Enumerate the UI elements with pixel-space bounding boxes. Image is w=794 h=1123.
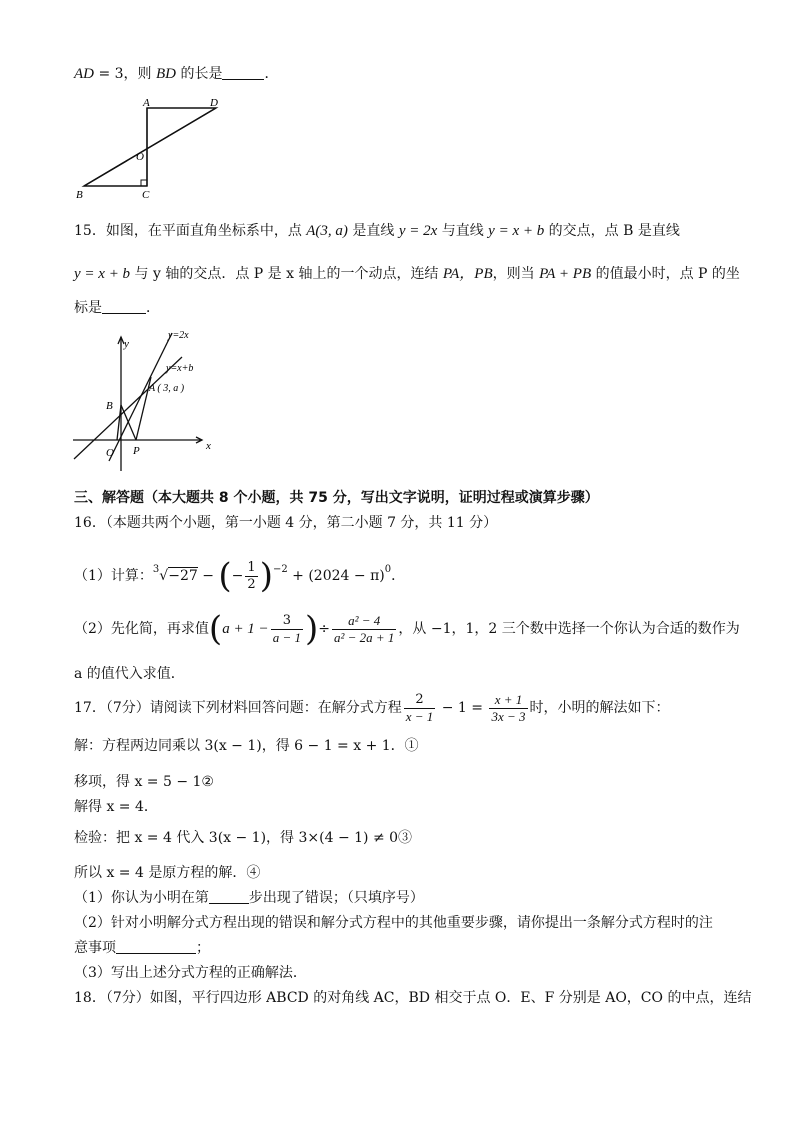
segments-pa-pb: PA，PB	[442, 266, 493, 282]
q17-frac2-den: 3x − 3	[491, 708, 526, 724]
q15-line-1	[74, 221, 680, 241]
fraction-a2-4	[332, 613, 396, 646]
q14-mid: ，则	[123, 66, 156, 82]
label-b: B	[76, 189, 83, 201]
close-paren: )	[259, 556, 273, 596]
label-origin: O	[106, 447, 114, 459]
answer-blank-15[interactable]	[102, 299, 146, 314]
coordinate-figure	[70, 325, 220, 475]
fraction-3-over-a-1	[271, 613, 303, 646]
label-point-b: B	[106, 400, 113, 412]
fraction-x1-over-3x-3	[489, 692, 527, 725]
frac1-den: a − 1	[272, 629, 301, 645]
q17-step-2: 移项，得 x = 5 − 1②	[74, 774, 214, 790]
q17-step-4: 检验：把 x = 4 代入 3(x − 1)，得 3×(4 − 1) ≠ 0③	[74, 830, 413, 846]
q17-mid: − 1 =	[437, 700, 488, 716]
y-axis-label: y	[124, 338, 129, 350]
sum-pa-pb: PA + PB	[539, 266, 592, 282]
open-paren-2: (	[208, 609, 223, 649]
q16-part1	[74, 552, 405, 594]
frac1-num: 3	[271, 613, 303, 630]
q17-question-3: （3）写出上述分式方程的正确解法．	[74, 965, 307, 981]
q17-step-1: 解：方程两边同乘以 3(x − 1)，得 6 − 1 = x + 1．①	[74, 738, 419, 754]
open-paren: (	[218, 556, 232, 596]
q17-head	[74, 690, 670, 726]
label-line-y-2x: y=2x	[168, 330, 189, 341]
frac-num: 1	[247, 559, 256, 575]
right-angle-mark	[141, 180, 147, 186]
expr-a-plus-1: a + 1 −	[222, 621, 269, 637]
q17-tail: 时，小明的解法如下：	[529, 700, 670, 716]
q17-step-3: 解得 x = 4．	[74, 799, 158, 815]
q16-part2	[74, 611, 740, 647]
fraction-one-half	[245, 560, 257, 593]
line-y-2x: y = 2x	[398, 223, 438, 239]
q15-l2-b: 与 y 轴的交点．点 P 是 x 轴上的一个动点，连结	[130, 266, 443, 282]
term-2024-pi: (2024 − π)	[308, 568, 385, 584]
segment-bd: BD	[156, 66, 176, 82]
line-y-x-b-2: y = x + b	[74, 266, 131, 282]
q17-frac1-den: x − 1	[405, 708, 434, 724]
q17-frac1-num: 2	[404, 692, 436, 709]
q15-l3: 标是	[74, 300, 102, 316]
point-a: A(3, a)	[306, 223, 348, 239]
label-a: A	[143, 97, 150, 109]
q17-q2b-text: 意事项	[74, 940, 116, 956]
q15-l3-end: ．	[146, 300, 160, 316]
exponent-neg2: −2	[272, 564, 288, 575]
q17-frac2-num: x + 1	[489, 692, 527, 709]
q17-question-2: （2）针对小明解分式方程出现的错误和解分式方程中的其他重要步骤，请你提出一条解分式方程时的注	[74, 915, 713, 931]
q14-tail-line	[74, 64, 278, 84]
q14-end: ．	[264, 66, 279, 82]
section-3-title: 三、解答题（本大题共 8 个小题，共 75 分，写出文字说明，证明过程或演算步骤）	[74, 490, 599, 506]
q17-q1-end: 步出现了错误；（只填序号）	[248, 890, 424, 906]
label-d: D	[210, 97, 218, 109]
radical-sign: √	[159, 568, 169, 584]
exponent-zero: 0	[384, 564, 392, 575]
q16-head: 16．（本题共两个小题，第一小题 4 分，第二小题 7 分，共 11 分）	[74, 515, 498, 531]
label-o: O	[136, 151, 144, 163]
plus-sign: +	[287, 568, 309, 584]
line-y-x-b: y = x + b	[488, 223, 545, 239]
q15-line-2	[74, 264, 740, 284]
q16-p1-end: ．	[391, 568, 406, 584]
divide-sign: ÷	[318, 621, 330, 637]
q15-t1: 是直线	[347, 223, 399, 239]
q15-l2-d: ，则当	[492, 266, 540, 282]
q16-p2-label: （2）先化简，再求值	[74, 621, 209, 637]
fraction-2-over-x-1	[404, 692, 436, 725]
answer-blank-17-2[interactable]	[116, 939, 196, 954]
diagonal-bd	[84, 108, 216, 186]
minus-sign: −	[197, 568, 219, 584]
radicand: −27	[168, 568, 198, 584]
q17-q2b-end: ；	[196, 940, 210, 956]
q15-line-3	[74, 298, 160, 318]
q15-l2-f: 的值最小时，点 P 的坐	[591, 266, 740, 282]
close-paren-2: )	[304, 609, 319, 649]
answer-blank[interactable]	[222, 65, 264, 80]
x-axis-label: x	[206, 440, 211, 452]
q17-step-5: 所以 x = 4 是原方程的解．④	[74, 865, 261, 881]
q16-p2-line2: a 的值代入求值．	[74, 666, 185, 682]
neg-sign: −	[231, 568, 244, 584]
q15-number: 15．如图，在平面直角坐标系中，点	[74, 223, 307, 239]
answer-blank-17-1[interactable]	[209, 889, 249, 904]
q17-q1-text: （1）你认为小明在第	[74, 890, 209, 906]
frac2-den: a² − 2a + 1	[333, 629, 395, 645]
label-point-a: A ( 3, a )	[149, 383, 185, 394]
ad-value: = 3	[94, 66, 124, 82]
q16-p1-label: （1）计算：	[74, 568, 153, 584]
q17-question-2b	[74, 938, 210, 958]
frac-den: 2	[247, 576, 256, 592]
root-index: 3	[152, 564, 160, 575]
parallelogram-figure	[70, 95, 230, 205]
frac2-num: a² − 4	[332, 613, 396, 630]
label-c: C	[142, 189, 150, 201]
segment-ad: AD	[74, 66, 94, 82]
label-line-y-x-b: y=x+b	[166, 363, 194, 374]
label-point-p: P	[133, 445, 140, 457]
q14-post: 的长是	[176, 66, 223, 82]
q15-t2: 与直线	[437, 223, 489, 239]
q18-text: 18．（7分）如图，平行四边形 ABCD 的对角线 AC，BD 相交于点 O．E、F 分别是 AO，CO 的中点，连结	[74, 990, 752, 1006]
q17-head-text: 17．（7分）请阅读下列材料回答问题：在解分式方程	[74, 700, 402, 716]
q15-t3: 的交点，点 B 是直线	[544, 223, 680, 239]
q17-question-1	[74, 888, 424, 908]
q16-p2-rest: ，从 −1，1，2 三个数中选择一个你认为合适的数作为	[398, 621, 740, 637]
